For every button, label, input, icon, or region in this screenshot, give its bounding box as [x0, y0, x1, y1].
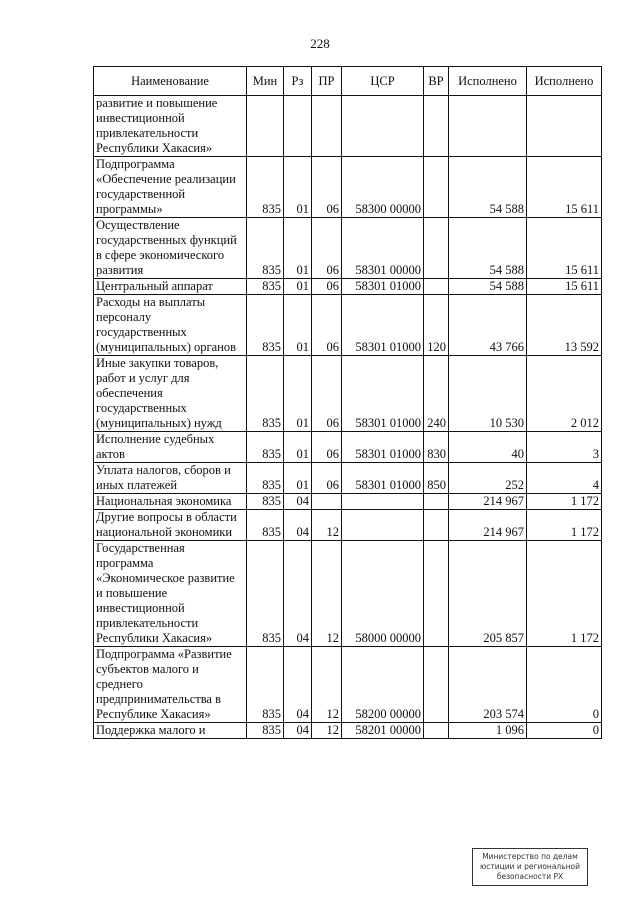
row-csr: 58201 00000: [342, 723, 424, 739]
row-vr: [424, 541, 449, 647]
row-min: 835: [247, 356, 284, 432]
row-csr: 58300 00000: [342, 157, 424, 218]
row-vr: [424, 647, 449, 723]
row-vr: [424, 96, 449, 157]
row-min: 835: [247, 510, 284, 541]
row-min: 835: [247, 463, 284, 494]
header-vr: ВР: [424, 67, 449, 96]
row-min: 835: [247, 647, 284, 723]
row-executed-1: 214 967: [449, 494, 527, 510]
row-name: Исполнение судебных актов: [94, 432, 247, 463]
row-pr: 06: [312, 295, 342, 356]
row-name: Поддержка малого и: [94, 723, 247, 739]
row-executed-1: 252: [449, 463, 527, 494]
row-pr: 12: [312, 647, 342, 723]
row-name: Уплата налогов, сборов и иных платежей: [94, 463, 247, 494]
row-csr: [342, 96, 424, 157]
row-rz: [284, 96, 312, 157]
table-row: [94, 218, 602, 279]
row-csr: [342, 510, 424, 541]
row-csr: 58301 01000: [342, 463, 424, 494]
table-row: [94, 510, 602, 541]
row-csr: 58200 00000: [342, 647, 424, 723]
row-executed-2: 15 611: [527, 218, 602, 279]
row-vr: 830: [424, 432, 449, 463]
row-rz: 01: [284, 157, 312, 218]
row-vr: [424, 494, 449, 510]
row-rz: 01: [284, 218, 312, 279]
table-row: [94, 494, 602, 510]
row-rz: 01: [284, 279, 312, 295]
row-name: Национальная экономика: [94, 494, 247, 510]
row-csr: 58301 00000: [342, 218, 424, 279]
row-pr: 12: [312, 723, 342, 739]
row-pr: [312, 96, 342, 157]
row-pr: 12: [312, 510, 342, 541]
row-min: 835: [247, 218, 284, 279]
row-rz: 04: [284, 541, 312, 647]
row-pr: 06: [312, 463, 342, 494]
table-row: [94, 295, 602, 356]
header-min: Мин: [247, 67, 284, 96]
row-executed-2: 0: [527, 647, 602, 723]
row-vr: [424, 279, 449, 295]
row-min: 835: [247, 279, 284, 295]
row-pr: 06: [312, 218, 342, 279]
header-executed-1: Исполнено: [449, 67, 527, 96]
table-row: [94, 541, 602, 647]
row-executed-1: 54 588: [449, 157, 527, 218]
table-row: [94, 432, 602, 463]
row-executed-1: [449, 96, 527, 157]
row-vr: 120: [424, 295, 449, 356]
row-executed-1: 1 096: [449, 723, 527, 739]
row-min: 835: [247, 295, 284, 356]
table-row: [94, 279, 602, 295]
row-rz: 01: [284, 432, 312, 463]
row-executed-1: 10 530: [449, 356, 527, 432]
row-executed-2: 15 611: [527, 279, 602, 295]
table-row: [94, 647, 602, 723]
row-name: Государственная программа «Экономическое развитие и повышение инвестиционной привлекательности Республики Хакасия»: [94, 541, 247, 647]
row-executed-2: 4: [527, 463, 602, 494]
row-name: развитие и повышение инвестиционной привлекательности Республики Хакасия»: [94, 96, 247, 157]
row-vr: 850: [424, 463, 449, 494]
header-pr: ПР: [312, 67, 342, 96]
row-min: 835: [247, 432, 284, 463]
header-name: Наименование: [94, 67, 247, 96]
row-rz: 01: [284, 356, 312, 432]
row-vr: [424, 723, 449, 739]
row-executed-1: 203 574: [449, 647, 527, 723]
row-csr: 58301 01000: [342, 279, 424, 295]
row-name: Иные закупки товаров, работ и услуг для обеспечения государственных (муниципальных) нужд: [94, 356, 247, 432]
row-rz: 04: [284, 494, 312, 510]
budget-table: [93, 66, 602, 739]
row-executed-1: 54 588: [449, 218, 527, 279]
table-row: [94, 356, 602, 432]
row-rz: 04: [284, 647, 312, 723]
row-csr: 58000 00000: [342, 541, 424, 647]
row-executed-2: 1 172: [527, 510, 602, 541]
header-csr: ЦСР: [342, 67, 424, 96]
row-pr: 06: [312, 432, 342, 463]
table-row: [94, 463, 602, 494]
row-rz: 04: [284, 723, 312, 739]
row-min: 835: [247, 723, 284, 739]
row-pr: 06: [312, 157, 342, 218]
row-min: 835: [247, 541, 284, 647]
row-pr: 06: [312, 279, 342, 295]
row-vr: [424, 157, 449, 218]
row-vr: [424, 218, 449, 279]
ministry-stamp: Министерство по делам юстиции и региональной безопасности РХ: [472, 848, 588, 886]
row-executed-2: [527, 96, 602, 157]
table-header-row: [94, 67, 602, 96]
row-executed-1: 54 588: [449, 279, 527, 295]
row-min: 835: [247, 157, 284, 218]
row-csr: 58301 01000: [342, 356, 424, 432]
row-name: Центральный аппарат: [94, 279, 247, 295]
row-csr: 58301 01000: [342, 432, 424, 463]
row-executed-2: 0: [527, 723, 602, 739]
row-executed-1: 43 766: [449, 295, 527, 356]
table-row: [94, 723, 602, 739]
row-rz: 01: [284, 463, 312, 494]
row-pr: [312, 494, 342, 510]
row-min: 835: [247, 494, 284, 510]
table-row: [94, 96, 602, 157]
row-executed-1: 214 967: [449, 510, 527, 541]
row-executed-2: 15 611: [527, 157, 602, 218]
row-name: Расходы на выплаты персоналу государственных (муниципальных) органов: [94, 295, 247, 356]
row-name: Осуществление государственных функций в сфере экономического развития: [94, 218, 247, 279]
table-row: [94, 157, 602, 218]
row-rz: 04: [284, 510, 312, 541]
row-executed-2: 3: [527, 432, 602, 463]
row-executed-2: 2 012: [527, 356, 602, 432]
row-pr: 12: [312, 541, 342, 647]
row-executed-2: 1 172: [527, 494, 602, 510]
row-name: Подпрограмма «Развитие субъектов малого и среднего предпринимательства в Республике Хакасия»: [94, 647, 247, 723]
row-executed-2: 13 592: [527, 295, 602, 356]
row-name: Другие вопросы в области национальной экономики: [94, 510, 247, 541]
row-vr: 240: [424, 356, 449, 432]
row-pr: 06: [312, 356, 342, 432]
row-min: [247, 96, 284, 157]
row-csr: 58301 01000: [342, 295, 424, 356]
row-rz: 01: [284, 295, 312, 356]
row-name: Подпрограмма «Обеспечение реализации государственной программы»: [94, 157, 247, 218]
row-executed-2: 1 172: [527, 541, 602, 647]
row-csr: [342, 494, 424, 510]
row-executed-1: 40: [449, 432, 527, 463]
row-vr: [424, 510, 449, 541]
page-number: 228: [310, 36, 330, 51]
header-executed-2: Исполнено: [527, 67, 602, 96]
header-rz: Рз: [284, 67, 312, 96]
row-executed-1: 205 857: [449, 541, 527, 647]
